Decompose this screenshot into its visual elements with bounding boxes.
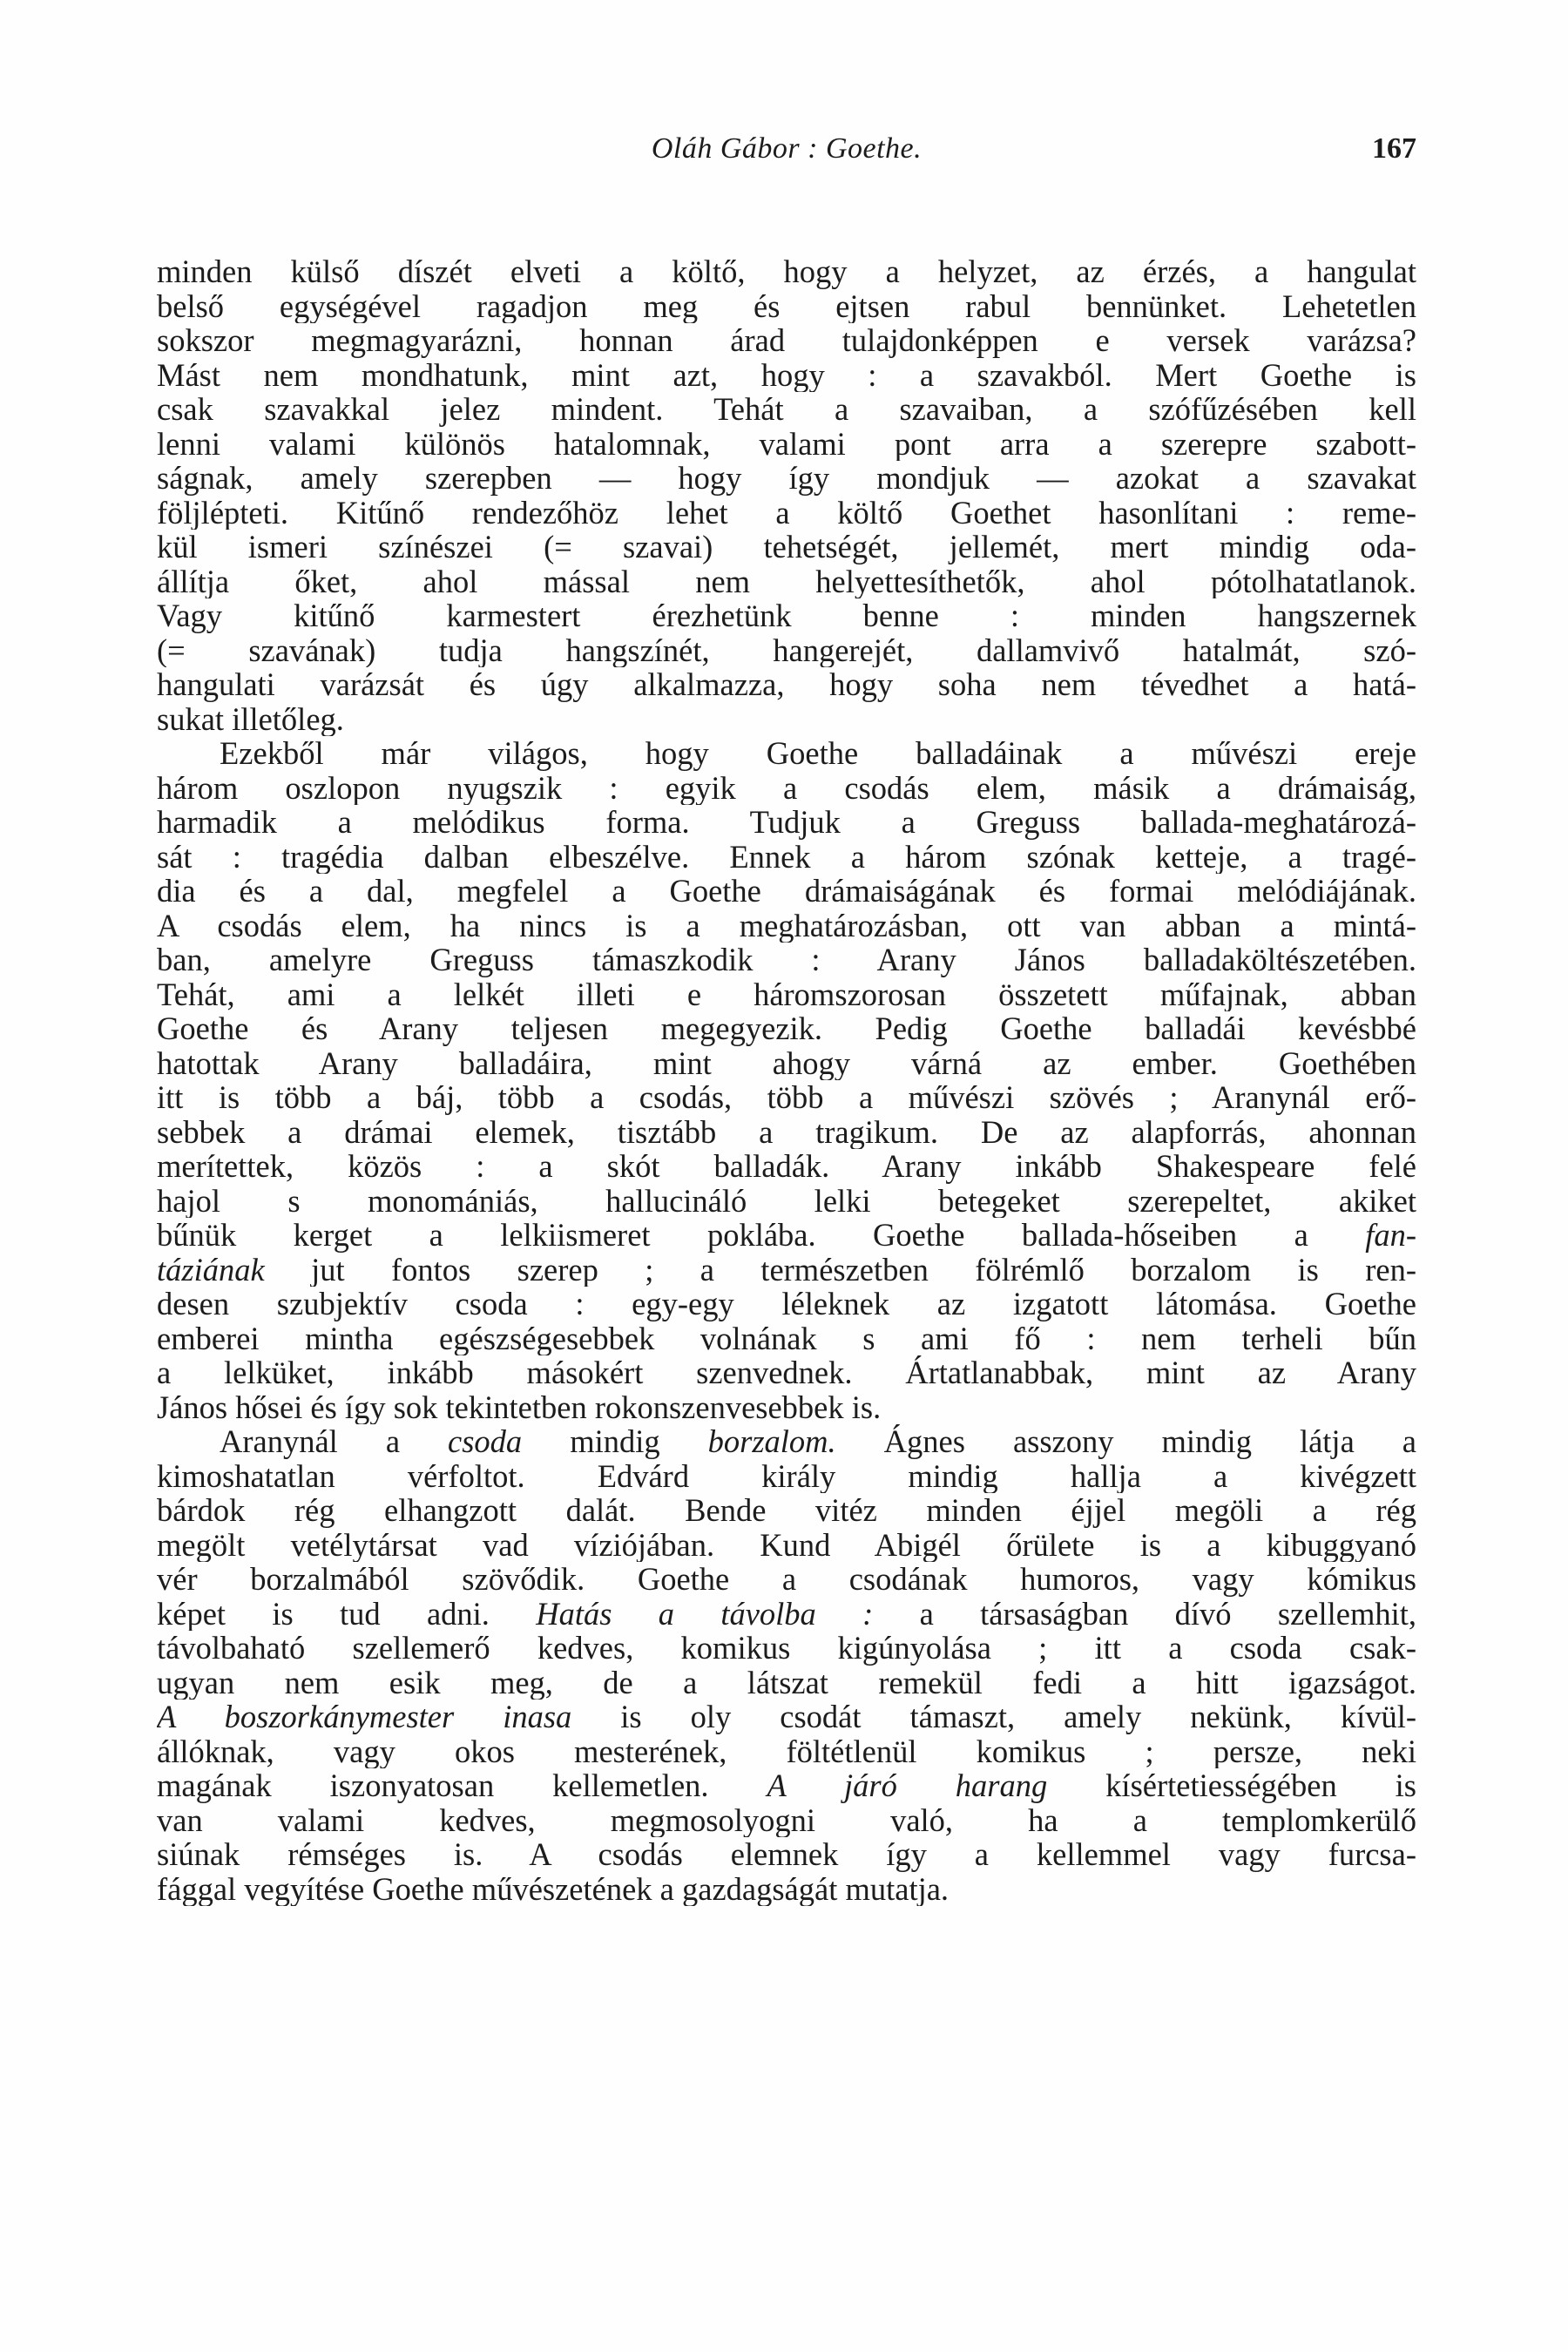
text-run: három oszlopon nyugszik : egyik a csodás elem, másik a drámaiság,: [157, 770, 1416, 805]
text-run: mindig: [522, 1424, 708, 1459]
text-run: lenni valami különös hatalomnak, valami pont arra a szerepre szabott-: [157, 426, 1416, 461]
text-run: Vagy kitűnő karmestert érezhetünk benne : minden hangszernek: [157, 598, 1416, 633]
text-run: van valami kedves, megmosolyogni való, ha a templomkerülő: [157, 1802, 1416, 1837]
text-line: [157, 1115, 1416, 1150]
paragraph: [157, 736, 1416, 1424]
text-run: képet is tud adni.: [157, 1596, 537, 1631]
text-line: [157, 1459, 1416, 1494]
text-line: [157, 1287, 1416, 1321]
text-line: [157, 702, 1416, 737]
text-line: [157, 736, 1416, 771]
text-line: [157, 289, 1416, 324]
text-line: [157, 909, 1416, 943]
text-line: [157, 1253, 1416, 1288]
text-line: [157, 496, 1416, 531]
text-line: [157, 943, 1416, 977]
text-run: A csodás elem, ha nincs is a meghatározásban, ott van abban a mintá-: [157, 908, 1416, 943]
text-run: hajol s monomániás, hallucináló lelki betegeket szerepeltet, akiket: [157, 1183, 1416, 1218]
text-run: Goethe és Arany teljesen megegyezik. Pedig Goethe balladái kevésbbé: [157, 1011, 1416, 1046]
text-line: [157, 392, 1416, 427]
text-run: merítettek, közös : a skót balladák. Arany inkább Shakespeare felé: [157, 1149, 1416, 1184]
text-line: [157, 1768, 1416, 1803]
text-line: [157, 323, 1416, 358]
text-run: magának iszonyatosan kellemetlen.: [157, 1768, 767, 1803]
text-run: állítja őket, ahol mással nem helyettesíthetők, ahol pótolhatatlanok.: [157, 564, 1416, 598]
text-run: vér borzalmából szövődik. Goethe a csodának humoros, vagy kómikus: [157, 1562, 1416, 1597]
text-run: belső egységével ragadjon meg és ejtsen rabul bennünket. Lehetetlen: [157, 288, 1416, 323]
text-run: János hősei és így sok tekintetben rokonszenvesebbek is.: [157, 1389, 882, 1424]
text-run: sebbek a drámai elemek, tisztább a tragikum. De az alapforrás, ahonnan: [157, 1114, 1416, 1149]
text-line: [157, 1184, 1416, 1219]
text-line: [157, 633, 1416, 668]
text-run: Ágnes asszony mindig látja a: [835, 1424, 1416, 1459]
text-run: sokszor megmagyarázni, honnan árad tulajdonképpen e versek varázsa?: [157, 323, 1416, 358]
text-line: [157, 461, 1416, 496]
text-run: csak szavakkal jelez mindent. Tehát a szavaiban, a szófűzésében kell: [157, 392, 1416, 427]
text-run: Tehát, ami a lelkét illeti e háromszorosan összetett műfajnak, abban: [157, 977, 1416, 1011]
text-line: [157, 1493, 1416, 1528]
paragraph: [157, 1424, 1416, 1906]
text-run: ban, amelyre Greguss támaszkodik : Arany János balladaköltészetében.: [157, 943, 1416, 977]
text-run: is oly csodát támaszt, amely nekünk, kívül-: [571, 1700, 1416, 1734]
text-run: állóknak, vagy okos mesterének, föltétlenül komikus ; persze, neki: [157, 1734, 1416, 1768]
text-run: kimoshatatlan vérfoltot. Edvárd király mindig hallja a kivégzett: [157, 1458, 1416, 1493]
text-line: [157, 1390, 1416, 1425]
text-run: kül ismeri színészei (= szavai) tehetségét, jellemét, mert mindig oda-: [157, 530, 1416, 564]
text-run: dia és a dal, megfelel a Goethe drámaiságának és formai melódiájának.: [157, 874, 1416, 909]
italic-text: A járó harang: [767, 1768, 1048, 1803]
text-line: [157, 771, 1416, 806]
text-line: [157, 564, 1416, 599]
text-line: [157, 1424, 1416, 1459]
text-line: [157, 427, 1416, 462]
text-line: [157, 1355, 1416, 1390]
text-line: [157, 1734, 1416, 1769]
text-line: [157, 358, 1416, 393]
text-run: a társaságban dívó szellemhit,: [873, 1596, 1416, 1631]
text-run: Aranynál a: [220, 1424, 449, 1459]
italic-text: A boszorkánymester inasa: [157, 1700, 572, 1734]
italic-text: fan-: [1365, 1218, 1416, 1253]
text-line: [157, 1080, 1416, 1115]
text-run: hatottak Arany balladáira, mint ahogy várná az ember. Goethében: [157, 1045, 1416, 1080]
text-line: [157, 840, 1416, 875]
text-line: [157, 1597, 1416, 1632]
text-line: [157, 805, 1416, 840]
text-run: siúnak rémséges is. A csodás elemnek így a kellemmel vagy furcsa-: [157, 1837, 1416, 1872]
text-run: hangulati varázsát és úgy alkalmazza, hogy soha nem tévedhet a hatá-: [157, 667, 1416, 702]
text-line: [157, 1700, 1416, 1734]
text-line: [157, 254, 1416, 289]
body-text: [157, 254, 1416, 1906]
text-line: [157, 598, 1416, 633]
text-run: harmadik a melódikus forma. Tudjuk a Greguss ballada-meghatározá-: [157, 805, 1416, 840]
text-run: távolbaható szellemerő kedves, komikus kigúnyolása ; itt a csoda csak-: [157, 1631, 1416, 1666]
text-run: emberei mintha egészségesebbek volnának s ami fő : nem terheli bűn: [157, 1321, 1416, 1355]
text-run: bárdok rég elhangzott dalát. Bende vitéz minden éjjel megöli a rég: [157, 1493, 1416, 1528]
page-number: 167: [1372, 132, 1416, 165]
text-run: minden külső díszét elveti a költő, hogy a helyzet, az érzés, a hangulat: [157, 254, 1416, 289]
text-line: [157, 1872, 1416, 1907]
text-run: megölt vetélytársat vad víziójában. Kund Abigél őrülete is a kibuggyanó: [157, 1527, 1416, 1562]
text-line: [157, 874, 1416, 909]
text-line: [157, 1046, 1416, 1081]
text-line: [157, 667, 1416, 702]
paragraph: [157, 254, 1416, 736]
text-line: [157, 1149, 1416, 1184]
text-line: [157, 1631, 1416, 1666]
text-line: [157, 977, 1416, 1012]
text-line: [157, 1528, 1416, 1563]
text-line: [157, 1837, 1416, 1872]
text-run: itt is több a báj, több a csodás, több a művészi szövés ; Aranynál erő-: [157, 1080, 1416, 1115]
text-line: [157, 1321, 1416, 1356]
text-run: jut fontos szerep ; a természetben fölrémlő borzalom is ren-: [264, 1252, 1416, 1287]
text-run: kísértetiességében is: [1047, 1768, 1416, 1803]
text-run: ságnak, amely szerepben — hogy így mondjuk — azokat a szavakat: [157, 461, 1416, 496]
italic-text: borzalom.: [707, 1424, 836, 1459]
italic-text: táziának: [157, 1252, 265, 1287]
text-line: [157, 1803, 1416, 1838]
text-run: desen szubjektív csoda : egy-egy léleknek az izgatott látomása. Goethe: [157, 1287, 1416, 1321]
text-run: fággal vegyítése Goethe művészetének a gazdagságát mutatja.: [157, 1871, 950, 1906]
text-run: Ezekből már világos, hogy Goethe balladáinak a művészi ereje: [220, 736, 1416, 771]
italic-text: csoda: [448, 1424, 523, 1459]
text-line: [157, 530, 1416, 564]
text-run: sát : tragédia dalban elbeszélve. Ennek a három szónak ketteje, a tragé-: [157, 839, 1416, 874]
text-line: [157, 1666, 1416, 1700]
text-run: ugyan nem esik meg, de a látszat remekül fedi a hitt igazságot.: [157, 1665, 1416, 1700]
text-run: a lelküket, inkább másokért szenvednek. Ártatlanabbak, mint az Arany: [157, 1355, 1416, 1390]
running-head: [157, 132, 1416, 176]
italic-text: Hatás a távolba :: [536, 1596, 874, 1631]
text-run: (= szavának) tudja hangszínét, hangerejét, dallamvivő hatalmát, szó-: [157, 632, 1416, 667]
running-title: Oláh Gábor : Goethe.: [651, 132, 923, 165]
text-run: bűnük kerget a lelkiismeret poklába. Goethe ballada-hőseiben a: [157, 1218, 1366, 1253]
text-line: [157, 1011, 1416, 1046]
text-run: sukat illetőleg.: [157, 701, 344, 736]
text-line: [157, 1562, 1416, 1597]
text-line: [157, 1218, 1416, 1253]
text-run: följlépteti. Kitűnő rendezőhöz lehet a költő Goethet hasonlítani : reme-: [157, 495, 1416, 530]
text-run: Mást nem mondhatunk, mint azt, hogy : a szavakból. Mert Goethe is: [157, 357, 1416, 392]
